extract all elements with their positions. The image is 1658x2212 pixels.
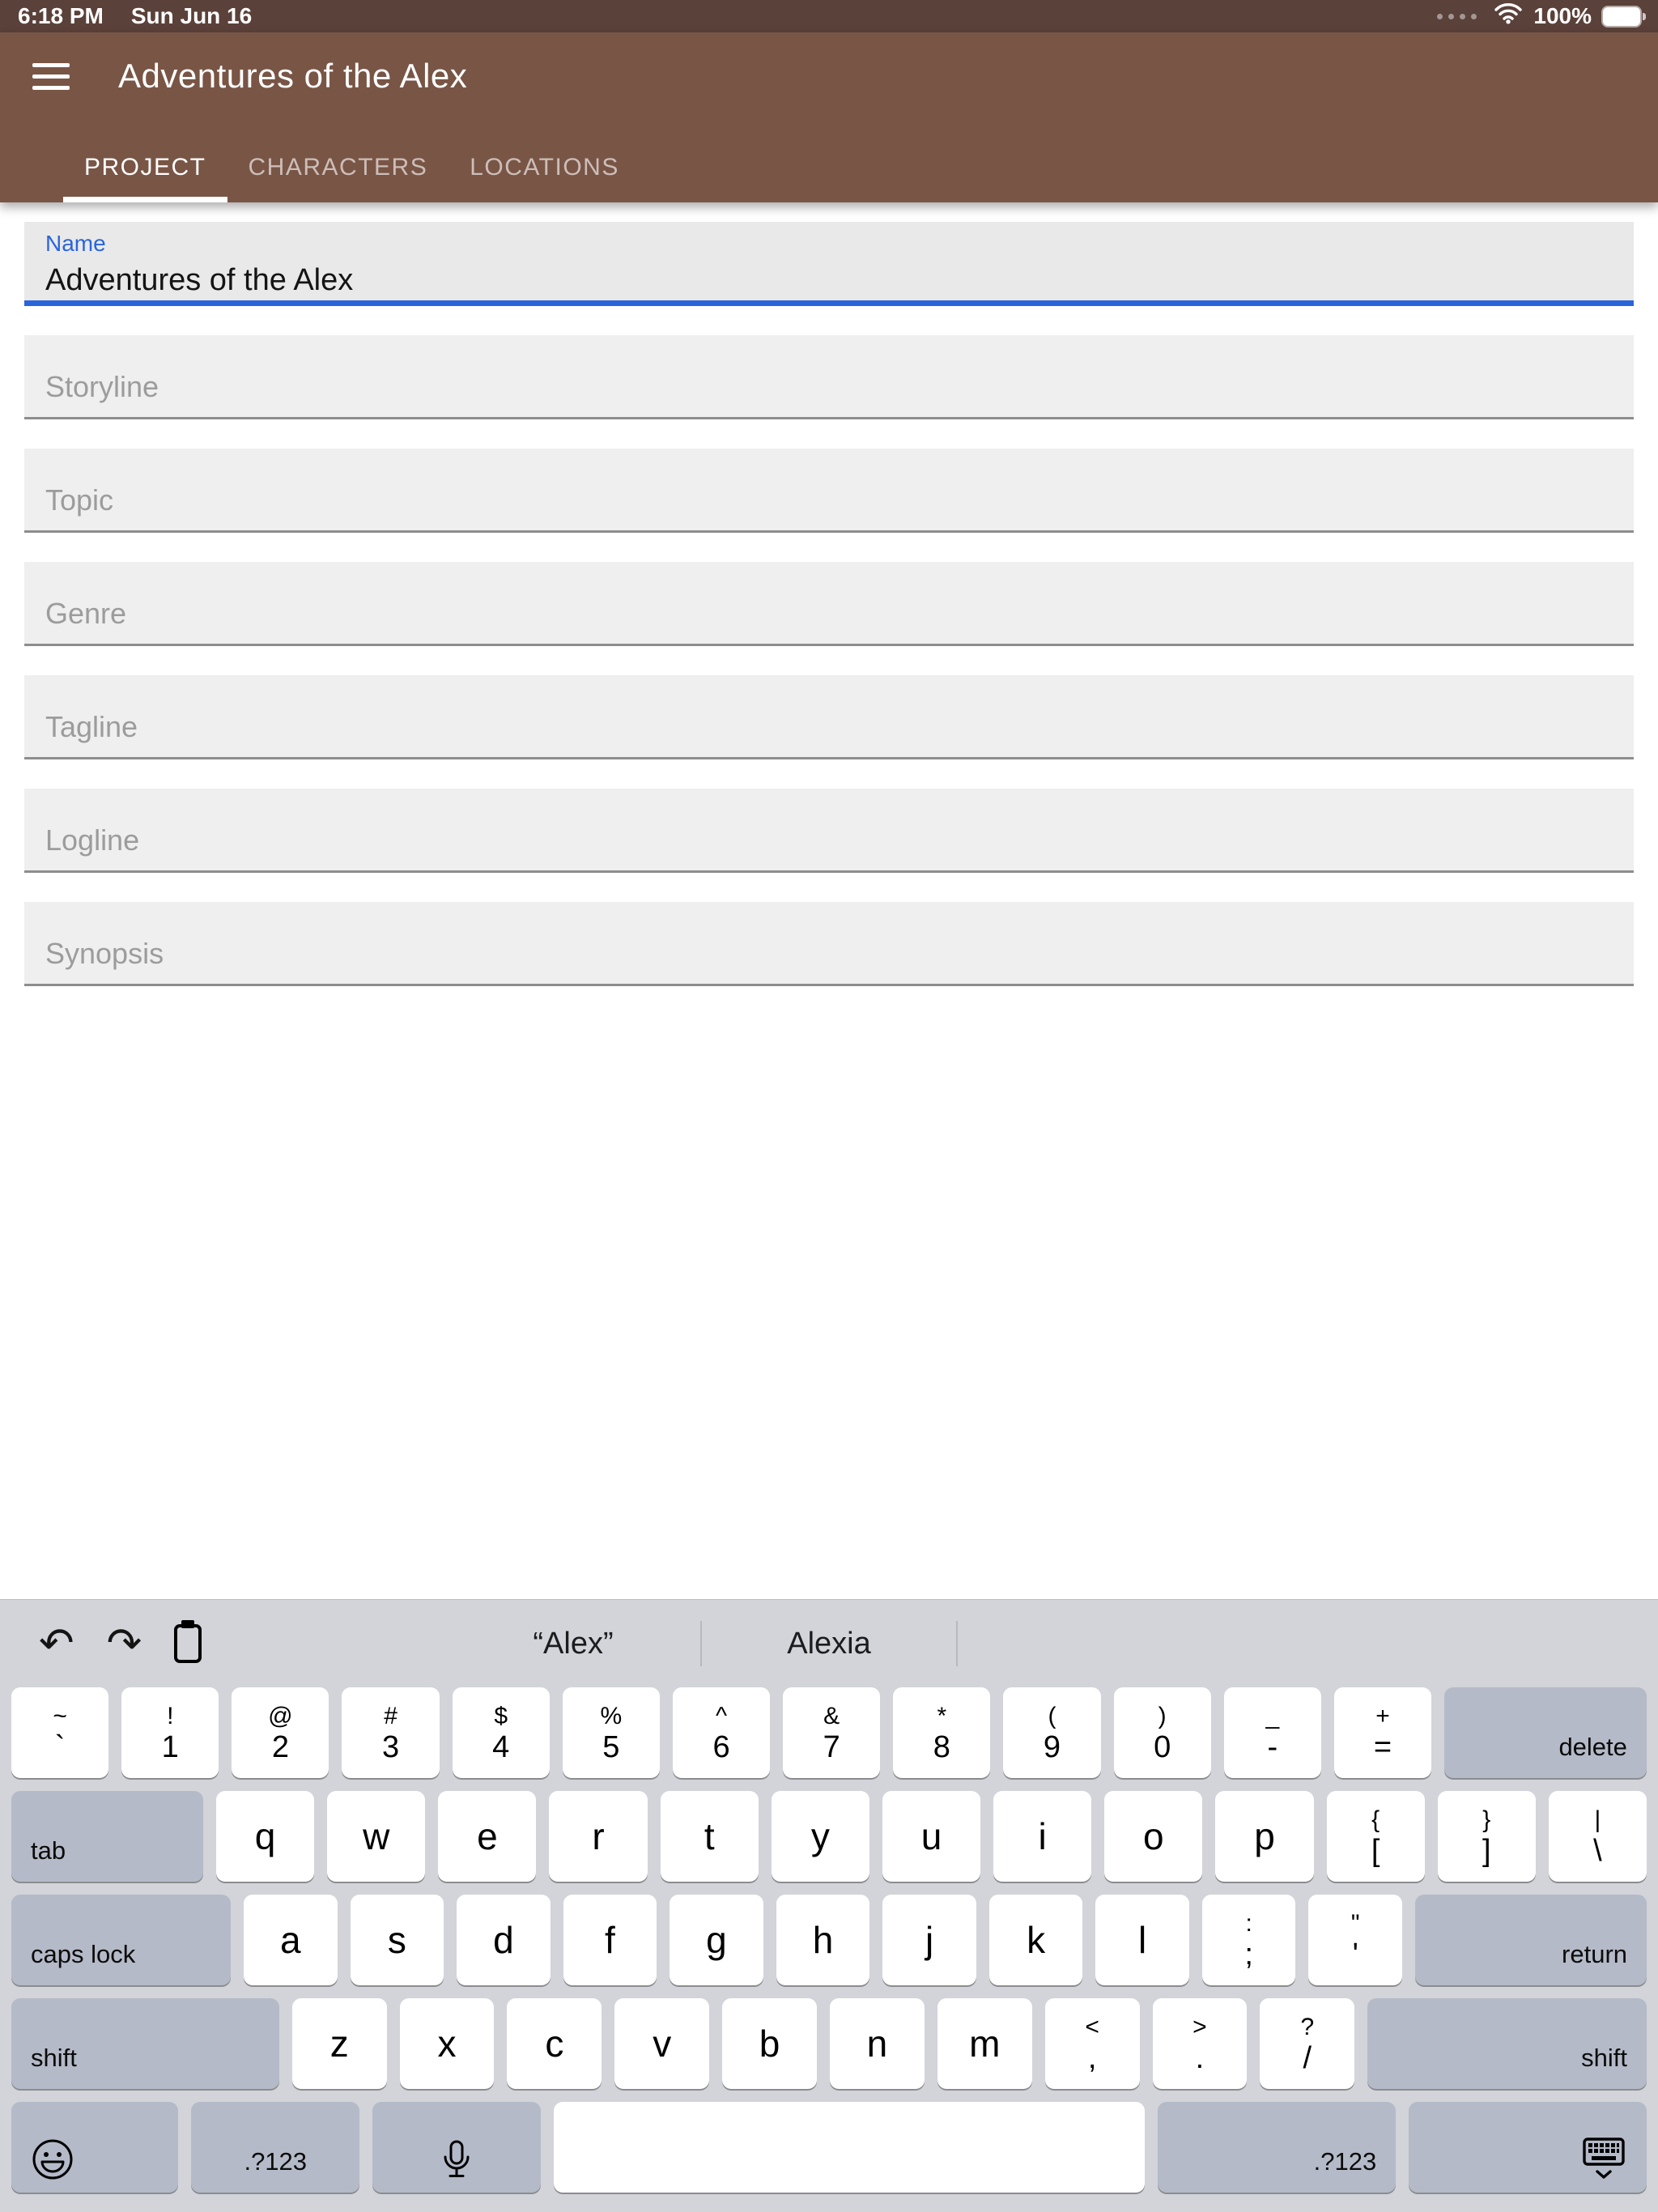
key-symbol: 1 — [161, 1729, 179, 1764]
key-shift-symbol: ^ — [715, 1702, 728, 1729]
key-letter: f — [605, 1919, 615, 1961]
key-7[interactable] — [783, 1687, 880, 1778]
field-tagline[interactable] — [24, 675, 1634, 759]
undo-icon[interactable]: ↶ — [39, 1619, 74, 1668]
suggestion-1[interactable]: “Alex” — [533, 1626, 614, 1661]
key-'[interactable] — [1308, 1895, 1402, 1985]
app-bar — [0, 32, 1658, 202]
key-letter: j — [925, 1919, 934, 1961]
key-4[interactable] — [453, 1687, 550, 1778]
key-x[interactable] — [400, 1998, 495, 2089]
key-shift-symbol: + — [1375, 1702, 1390, 1729]
key-,[interactable] — [1045, 1998, 1140, 2089]
key-label: .?123 — [1313, 2147, 1377, 2176]
key-letter: e — [477, 1815, 498, 1857]
key-numbers-right[interactable] — [1158, 2102, 1396, 2193]
keyboard — [0, 1599, 1658, 2212]
key-5[interactable] — [563, 1687, 660, 1778]
key-symbol: ' — [1352, 1937, 1358, 1972]
key-d[interactable] — [457, 1895, 551, 1985]
key-numbers-left[interactable] — [191, 2102, 359, 2193]
key-shift-symbol: } — [1482, 1806, 1491, 1833]
battery-percent: 100% — [1533, 3, 1592, 28]
key-symbol: , — [1087, 2040, 1097, 2075]
suggestion-divider — [956, 1621, 958, 1666]
key-symbol: 6 — [712, 1729, 730, 1764]
key-tab[interactable] — [11, 1791, 203, 1882]
key-0[interactable] — [1114, 1687, 1211, 1778]
key-a[interactable] — [244, 1895, 338, 1985]
key-;[interactable] — [1202, 1895, 1296, 1985]
key-8[interactable] — [893, 1687, 990, 1778]
tab-bar — [63, 133, 640, 202]
key-t[interactable] — [661, 1791, 759, 1882]
key-shift-symbol: & — [823, 1702, 840, 1729]
key-symbol: 4 — [492, 1729, 510, 1764]
key-symbol: ; — [1244, 1937, 1253, 1972]
emoji-icon — [31, 2138, 74, 2181]
key--[interactable] — [1224, 1687, 1321, 1778]
key-space[interactable] — [554, 2102, 1146, 2193]
key-9[interactable] — [1003, 1687, 1100, 1778]
keyboard-row-4 — [11, 1998, 1647, 2089]
key-letter: n — [866, 2023, 888, 2065]
key-letter: t — [704, 1815, 715, 1857]
key-e[interactable] — [438, 1791, 536, 1882]
key-letter: l — [1138, 1919, 1147, 1961]
key-q[interactable] — [216, 1791, 314, 1882]
field-name[interactable] — [24, 222, 1634, 306]
key-letter: i — [1038, 1815, 1047, 1857]
key-letter: w — [363, 1815, 390, 1857]
key-label: shift — [31, 2044, 77, 2072]
key-shift-symbol: : — [1245, 1909, 1252, 1937]
key-shift-symbol: @ — [268, 1702, 293, 1729]
key-letter: u — [920, 1815, 942, 1857]
key-symbol: 2 — [271, 1729, 289, 1764]
key-m[interactable] — [937, 1998, 1032, 2089]
key-o[interactable] — [1104, 1791, 1202, 1882]
page-title: Adventures of the Alex — [118, 57, 468, 95]
key-/[interactable] — [1260, 1998, 1354, 2089]
key-symbol: 7 — [823, 1729, 840, 1764]
key-v[interactable] — [614, 1998, 709, 2089]
key-symbol: 3 — [381, 1729, 400, 1764]
key-letter: m — [969, 2023, 1001, 2065]
key-shift-symbol: # — [384, 1702, 397, 1729]
date: Sun Jun 16 — [130, 3, 253, 28]
key-label: delete — [1558, 1733, 1627, 1761]
key-shift-symbol: % — [600, 1702, 623, 1729]
key-symbol: 5 — [602, 1729, 620, 1764]
key-2[interactable] — [232, 1687, 329, 1778]
key-label: shift — [1581, 2044, 1627, 2072]
key-shift-symbol: ! — [167, 1702, 174, 1729]
status-bar — [0, 0, 1658, 32]
battery-icon — [1603, 7, 1640, 26]
key-shift-symbol: ~ — [53, 1702, 67, 1729]
key-k[interactable] — [989, 1895, 1083, 1985]
key-[[interactable] — [1327, 1791, 1425, 1882]
keyboard-toolbar — [11, 1600, 1647, 1687]
key-z[interactable] — [292, 1998, 387, 2089]
field-placeholder: Logline — [45, 823, 140, 857]
field-genre[interactable] — [24, 562, 1634, 646]
key-letter: a — [279, 1919, 301, 1961]
key-3[interactable] — [342, 1687, 439, 1778]
key-letter: d — [493, 1919, 514, 1961]
key-shift-symbol: * — [937, 1702, 947, 1729]
keyboard-row-1 — [11, 1687, 1647, 1778]
key-u[interactable] — [882, 1791, 980, 1882]
key-symbol: / — [1303, 2040, 1312, 2075]
cellular-dots-icon — [1437, 14, 1477, 19]
key-letter: o — [1143, 1815, 1164, 1857]
key-letter: y — [810, 1815, 830, 1857]
key-symbol: ` — [54, 1729, 66, 1764]
tab-project[interactable]: PROJECT — [63, 133, 227, 202]
form-fields — [24, 222, 1634, 986]
key-letter: k — [1027, 1919, 1046, 1961]
field-label: Name — [45, 231, 106, 256]
key-symbol: 8 — [933, 1729, 950, 1764]
keyboard-row-5 — [11, 2102, 1647, 2193]
key-symbol: ] — [1482, 1833, 1491, 1868]
key-shift-symbol: _ — [1265, 1702, 1280, 1729]
field-placeholder: Synopsis — [45, 937, 164, 970]
keyboard-row-3 — [11, 1895, 1647, 1985]
key-label: caps lock — [31, 1940, 136, 1968]
key-w[interactable] — [327, 1791, 425, 1882]
key-letter: c — [545, 2023, 564, 2065]
key-label: tab — [31, 1836, 66, 1865]
key-letter: b — [759, 2023, 780, 2065]
key-6[interactable] — [673, 1687, 770, 1778]
key-l[interactable] — [1095, 1895, 1189, 1985]
suggestion-bar — [446, 1600, 1212, 1687]
key-h[interactable] — [776, 1895, 870, 1985]
key-dictation[interactable] — [372, 2102, 541, 2193]
key-1[interactable] — [121, 1687, 219, 1778]
key-shift-symbol: { — [1371, 1806, 1380, 1833]
key-j[interactable] — [882, 1895, 976, 1985]
key-letter: x — [437, 2023, 457, 2065]
clock: 6:18 PM — [18, 3, 104, 28]
key-shift-symbol: " — [1350, 1909, 1360, 1937]
tab-characters[interactable]: CHARACTERS — [248, 154, 428, 181]
key-symbol: . — [1195, 2040, 1205, 2075]
suggestion-2[interactable]: Alexia — [787, 1626, 871, 1661]
form-area — [0, 202, 1658, 986]
key-caps-lock[interactable] — [11, 1895, 231, 1985]
dismiss-keyboard-icon — [1580, 2136, 1627, 2181]
menu-button[interactable] — [32, 63, 70, 90]
key-`[interactable] — [11, 1687, 108, 1778]
key-symbol: - — [1267, 1729, 1278, 1764]
key-symbol: \ — [1593, 1833, 1602, 1868]
key-dismiss-keyboard[interactable] — [1409, 2102, 1647, 2193]
key-letter: z — [329, 2023, 349, 2065]
key-return[interactable] — [1415, 1895, 1647, 1985]
key-shift-symbol: < — [1085, 2013, 1099, 2040]
key-shift-symbol: > — [1192, 2013, 1207, 2040]
key-letter: s — [387, 1919, 406, 1961]
app-bar-top — [0, 32, 1658, 96]
key-f[interactable] — [563, 1895, 657, 1985]
key-delete[interactable] — [1444, 1687, 1647, 1778]
key-letter: g — [706, 1919, 727, 1961]
key-shift-right[interactable] — [1367, 1998, 1647, 2089]
field-storyline[interactable] — [24, 335, 1634, 419]
key-r[interactable] — [549, 1791, 647, 1882]
key-i[interactable] — [993, 1791, 1091, 1882]
key-c[interactable] — [507, 1998, 602, 2089]
keyboard-row-2 — [11, 1791, 1647, 1882]
field-value: Adventures of the Alex — [45, 263, 354, 297]
tab-locations[interactable]: LOCATIONS — [470, 154, 619, 181]
key-symbol: 0 — [1154, 1729, 1171, 1764]
paste-icon[interactable] — [174, 1624, 202, 1663]
key-shift-symbol: ) — [1158, 1702, 1167, 1729]
key-\[interactable] — [1549, 1791, 1647, 1882]
key-b[interactable] — [722, 1998, 817, 2089]
redo-icon[interactable]: ↷ — [106, 1619, 142, 1668]
keyboard-tools — [39, 1600, 202, 1687]
field-synopsis[interactable] — [24, 902, 1634, 986]
field-topic[interactable] — [24, 449, 1634, 533]
keyboard-rows — [11, 1687, 1647, 2193]
field-placeholder: Topic — [45, 483, 114, 517]
key-shift-left[interactable] — [11, 1998, 279, 2089]
key-letter: p — [1254, 1815, 1275, 1857]
field-placeholder: Storyline — [45, 370, 159, 403]
field-logline[interactable] — [24, 789, 1634, 873]
key-p[interactable] — [1215, 1791, 1313, 1882]
key-emoji[interactable] — [11, 2102, 178, 2193]
key-=[interactable] — [1334, 1687, 1431, 1778]
status-left — [18, 3, 252, 29]
key-symbol: = — [1373, 1729, 1392, 1764]
key-shift-symbol: ( — [1048, 1702, 1056, 1729]
key-letter: v — [653, 2023, 672, 2065]
key-symbol: 9 — [1043, 1729, 1061, 1764]
key-][interactable] — [1438, 1791, 1536, 1882]
status-right — [1437, 2, 1640, 30]
field-placeholder: Tagline — [45, 710, 138, 743]
key-letter: q — [254, 1815, 276, 1857]
key-symbol: [ — [1371, 1833, 1380, 1868]
key-g[interactable] — [670, 1895, 763, 1985]
key-shift-symbol: ? — [1300, 2013, 1315, 2040]
field-placeholder: Genre — [45, 597, 127, 630]
key-y[interactable] — [772, 1791, 869, 1882]
key-letter: h — [812, 1919, 834, 1961]
microphone-icon — [440, 2139, 473, 2181]
wifi-icon — [1494, 2, 1522, 30]
key-label: return — [1562, 1940, 1628, 1968]
key-letter: r — [592, 1815, 605, 1857]
key-n[interactable] — [830, 1998, 925, 2089]
key-s[interactable] — [351, 1895, 444, 1985]
key-shift-symbol: $ — [494, 1702, 508, 1729]
key-.[interactable] — [1153, 1998, 1248, 2089]
key-label: .?123 — [244, 2147, 308, 2176]
key-shift-symbol: | — [1594, 1806, 1601, 1833]
